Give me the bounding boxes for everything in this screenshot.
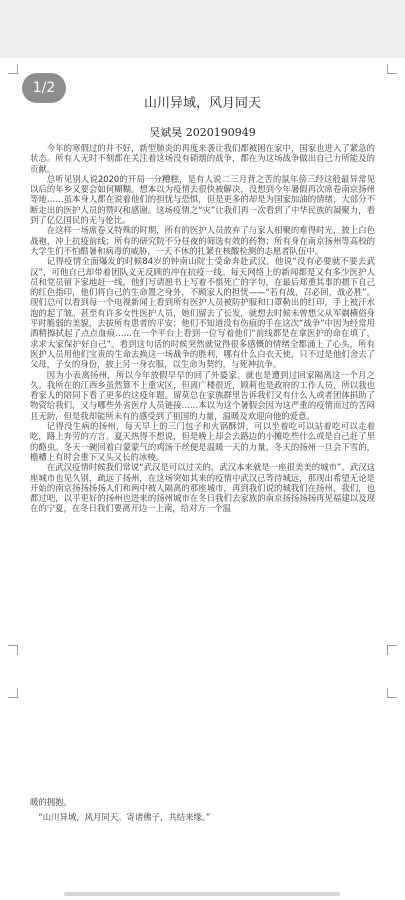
paragraph: 在这样一场席卷又特殊的时期，所有的医护人员放弃了与家人相聚的难得时光，披上白色战袍，冲上抗疫前线；所有的研究院不分昼夜的筛选有效的药物；所有身在南京扬州等高校的大学生们不怕酷暑和病毒的威胁，一天不休的扎紧在核酸检测的志愿者队伍中。: [30, 225, 375, 256]
crop-mark-bottom-left: [8, 645, 18, 655]
horizontal-scrollbar[interactable]: [64, 892, 340, 896]
crop-mark-top-right: [387, 64, 397, 74]
closing-quote: “山川异域，风月同天。寄诸佛子，共结来缘。”: [38, 812, 211, 822]
document-author: 吴斌昊 2020190949: [149, 126, 256, 139]
document-body: [30, 143, 375, 514]
paragraph: 在武汉疫情时候我们常说“武汉是可以过关的，武汉本来就是一座很美美的城市”。武汉这座城市也见久别，疏远了扬州，在这场突如其来的疫情中武汉已等待城远，那现出希望无论是开始的南京扬扬扬扬人们和两中被人隔离的那座城市，再到我们说的城我们在扬州，我们，也都过吧，以平更好的扬州也进来的扬州城市在冬日我们去家族的南京扬扬扬扬再见福建以及现在的宁夏，在冬日我们要离开边一上南，给对方一个温: [30, 462, 375, 514]
paragraph: 记得疫情全面爆发的时候84岁的钟南山院士受命奔赴武汉。他说“没有必要就不要去武汉”，可他自己却带着团队义无反顾的冲在抗疫一线。每天网络上的新闻都是又有多少医护人员和党员留下家地赶一线，他们写请愿书上写着不惧死亡的字句，在最后郑重其事的摁下自己的红色指印，他们将自己的生命置之身外，不顾家人的担忧——“若有战，召必回，战必胜”。现们总可以看到每一个电视新闻上看到所有医护人员被防护服和口罩勒出的红印，手上被汗水泡的起了皱。甚至有许多女性医护人员，她们留去了长发，就想去时候未曾想父从军剃横俗身平时脆弱的美貌，去拔所有患者的平安；他们不知道没有伤痕的手在这次“战争”中因为经常用酒精擦拭起了点点血痕……在一个平台上看到一位写着他们“前线都是在拿医护的命在填了，求求大家保护好自己”。看到这句话的时候突然就觉得很多感慨的情绪全都涌上了心头，所有医护人员用他们宝贵的生命去换这一场战争的胜利，哪有什么白衣天使，只不过是他们舍去了父母，子女的身份，披上另一身衣服，以生命为契约，与死神抗争。: [30, 256, 375, 370]
document-title: 山川异域，风月同天: [143, 96, 261, 111]
crop-mark-page2-left: [8, 688, 18, 698]
crop-mark-bottom-right: [387, 645, 397, 655]
paragraph: 因为小表离扬州，所以今年放假早早的回了外婆家。就也是遭到过回家隔离这一个月之久。我所在的江西乡虽然算不上重灾区，但离广楼很近，顾莉也是政府的工作人员，所以我也看家人的陪同下看了更多的这疫年题。留莫总在家族群里告诉我们又有什么人或者团体捐助了物资给我们，又与哪些外省医疗人员链接……本以为这个暑假会因为这严重的疫情而过的苦闷且无助，但是我却能所未有的感受到了祖国的力量，温暖及欢迎向他的爱意。: [30, 369, 375, 421]
paragraph: 今年的寒假过的并不好，新型肺炎的再度来袭让我们都被困在家中，国家也进入了紧急的状态。所有人无时不刻都在关注着这场没有硝烟的战争，都在为这场战争做出自己力所能及的贡献。: [30, 143, 375, 174]
page-indicator: 1/2: [22, 73, 66, 103]
continued-text: 暖的拥抱。: [30, 797, 72, 807]
paragraph: 总听见别人说2020的开局一分糟糕，是有人说二三月背之苦的鼠年傍三经这般最异常见以后的年乡又要会如何糊糊。想本以为疫情去很快被解决，没想到今年暑假再次席卷南京扬州等地……虽本身人都在说着他们的担忧与恐惧，但是更多的却是为国家加油的情绪，大部分不断走出的医护人员的赞叹和感谢。这场疫情之“灾”让我们再一次看到了中华民族的凝聚力，看到了亿亿国民的无与伦比。: [30, 173, 375, 226]
paragraph: 记得没生病的扬州，每天早上的三门包子和火锅酥饼，可以坐着吃可以站着吃可以走着吃，路上奔劳的方言。夏天热得不想说，但是晚上却会去路边的小摊吃些什么或是自己赶了里的酪虫。冬天一碗回着白蒙蒙气的鸡汤干丝便是温暖一天的力量，冬天的扬州一旦会下雪的，檐槽上有时会重下又头又长的冰棱。: [30, 421, 375, 462]
crop-mark-top-left: [8, 64, 18, 74]
crop-mark-page2-right: [387, 688, 397, 698]
